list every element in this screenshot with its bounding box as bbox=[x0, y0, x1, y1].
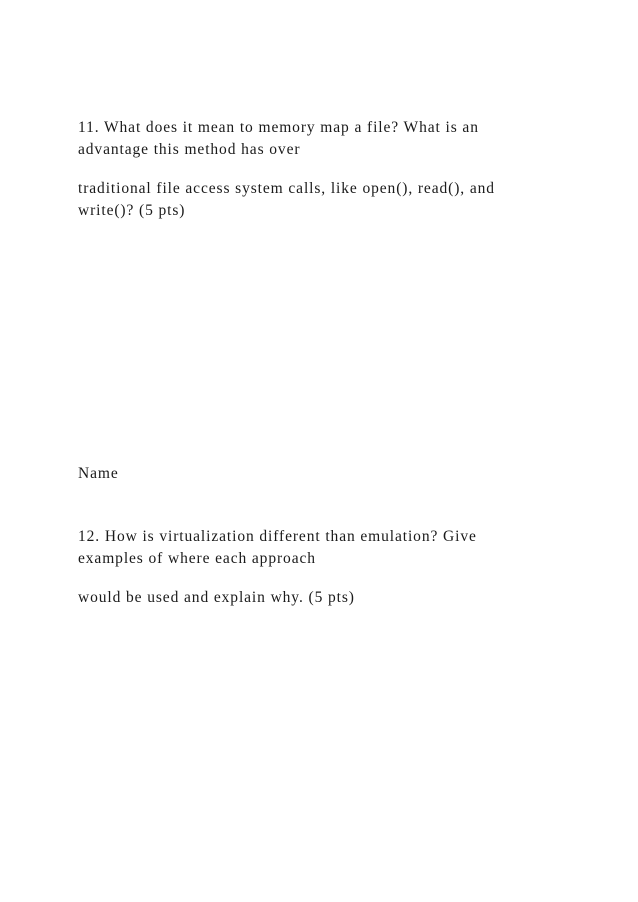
question-11-line-2: advantage this method has over bbox=[78, 141, 301, 158]
question-12-line-1: 12. How is virtualization different than emulation? Give bbox=[78, 528, 477, 545]
question-12-line-2: examples of where each approach bbox=[78, 550, 316, 567]
name-label: Name bbox=[78, 465, 119, 482]
question-12-line-3: would be used and explain why. (5 pts) bbox=[78, 589, 355, 606]
question-11-line-4: write()? (5 pts) bbox=[78, 202, 186, 219]
question-11-line-3: traditional file access system calls, like open(), read(), and bbox=[78, 180, 495, 197]
question-11-line-1: 11. What does it mean to memory map a file? What is an bbox=[78, 119, 479, 136]
